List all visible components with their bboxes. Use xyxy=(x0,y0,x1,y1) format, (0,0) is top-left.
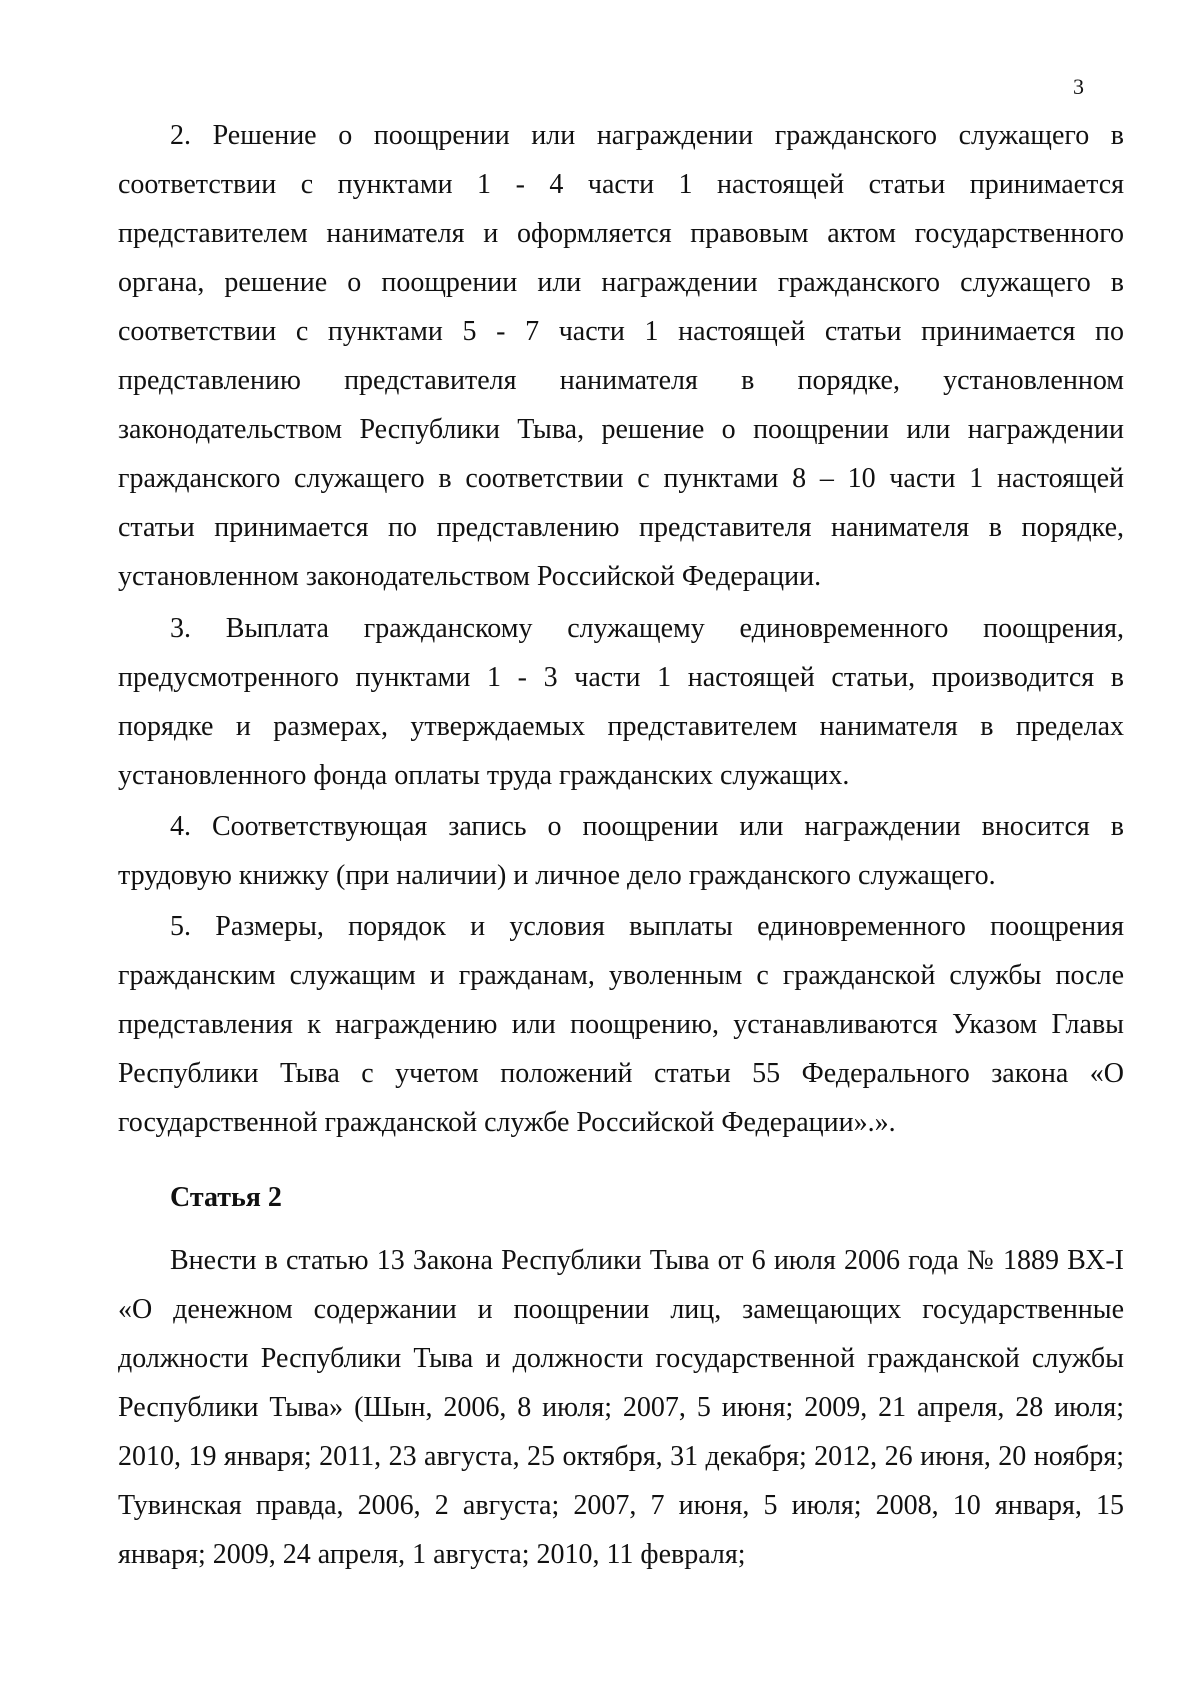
paragraph-5: 5. Размеры, порядок и условия выплаты единовременного поощрения гражданским служащим и гражданам, уволенным с гражданской службы после представления к награждению или поощрению, устанавливаются Указом Главы Республики Тыва с учетом положений статьи 55 Федерального закона «О государственной гражданской службе Российской Федерации».». xyxy=(118,911,1124,1138)
paragraph-3: 3. Выплата гражданскому служащему единовременного поощрения, предусмотренного пунктами 1 - 3 части 1 настоящей статьи, производится в порядке и размерах, утверждаемых представителем нанимателя в пределах установленного фонда оплаты труда гражданских служащих. xyxy=(118,613,1124,791)
page-number: 3 xyxy=(1073,74,1084,99)
paragraph-2: 2. Решение о поощрении или награждении гражданского служащего в соответствии с пунктами 1 - 4 части 1 настоящей статьи принимается представителем нанимателя и оформляется правовым актом государственного органа, решение о поощрении или награждении гражданского служащего в соответствии с пунктами 5 - 7 части 1 настоящей статьи принимается по представлению представителя нанимателя в порядке, установленном законодательством Республики Тыва, решение о поощрении или награждении гражданского служащего в соответствии с пунктами 8 – 10 части 1 настоящей статьи принимается по представлению представителя нанимателя в порядке, установленном законодательством Российской Федерации. xyxy=(118,120,1124,592)
document-body xyxy=(118,111,1124,1579)
paragraph-4: 4. Соответствующая запись о поощрении или награждении вносится в трудовую книжку (при наличии) и личное дело гражданского служащего. xyxy=(118,811,1124,891)
article-heading: Статья 2 xyxy=(170,1182,282,1213)
article-2-text: Внести в статью 13 Закона Республики Тыва от 6 июля 2006 года № 1889 ВХ-I «О денежном содержании и поощрении лиц, замещающих государственные должности Республики Тыва и должности государственной гражданской службы Республики Тыва» (Шын, 2006, 8 июля; 2007, 5 июня; 2009, 21 апреля, 28 июля; 2010, 19 января; 2011, 23 августа, 25 октября, 31 декабря; 2012, 26 июня, 20 ноября; Тувинская правда, 2006, 2 августа; 2007, 7 июня, 5 июля; 2008, 10 января, 15 января; 2009, 24 апреля, 1 августа; 2010, 11 февраля; xyxy=(118,1245,1124,1570)
